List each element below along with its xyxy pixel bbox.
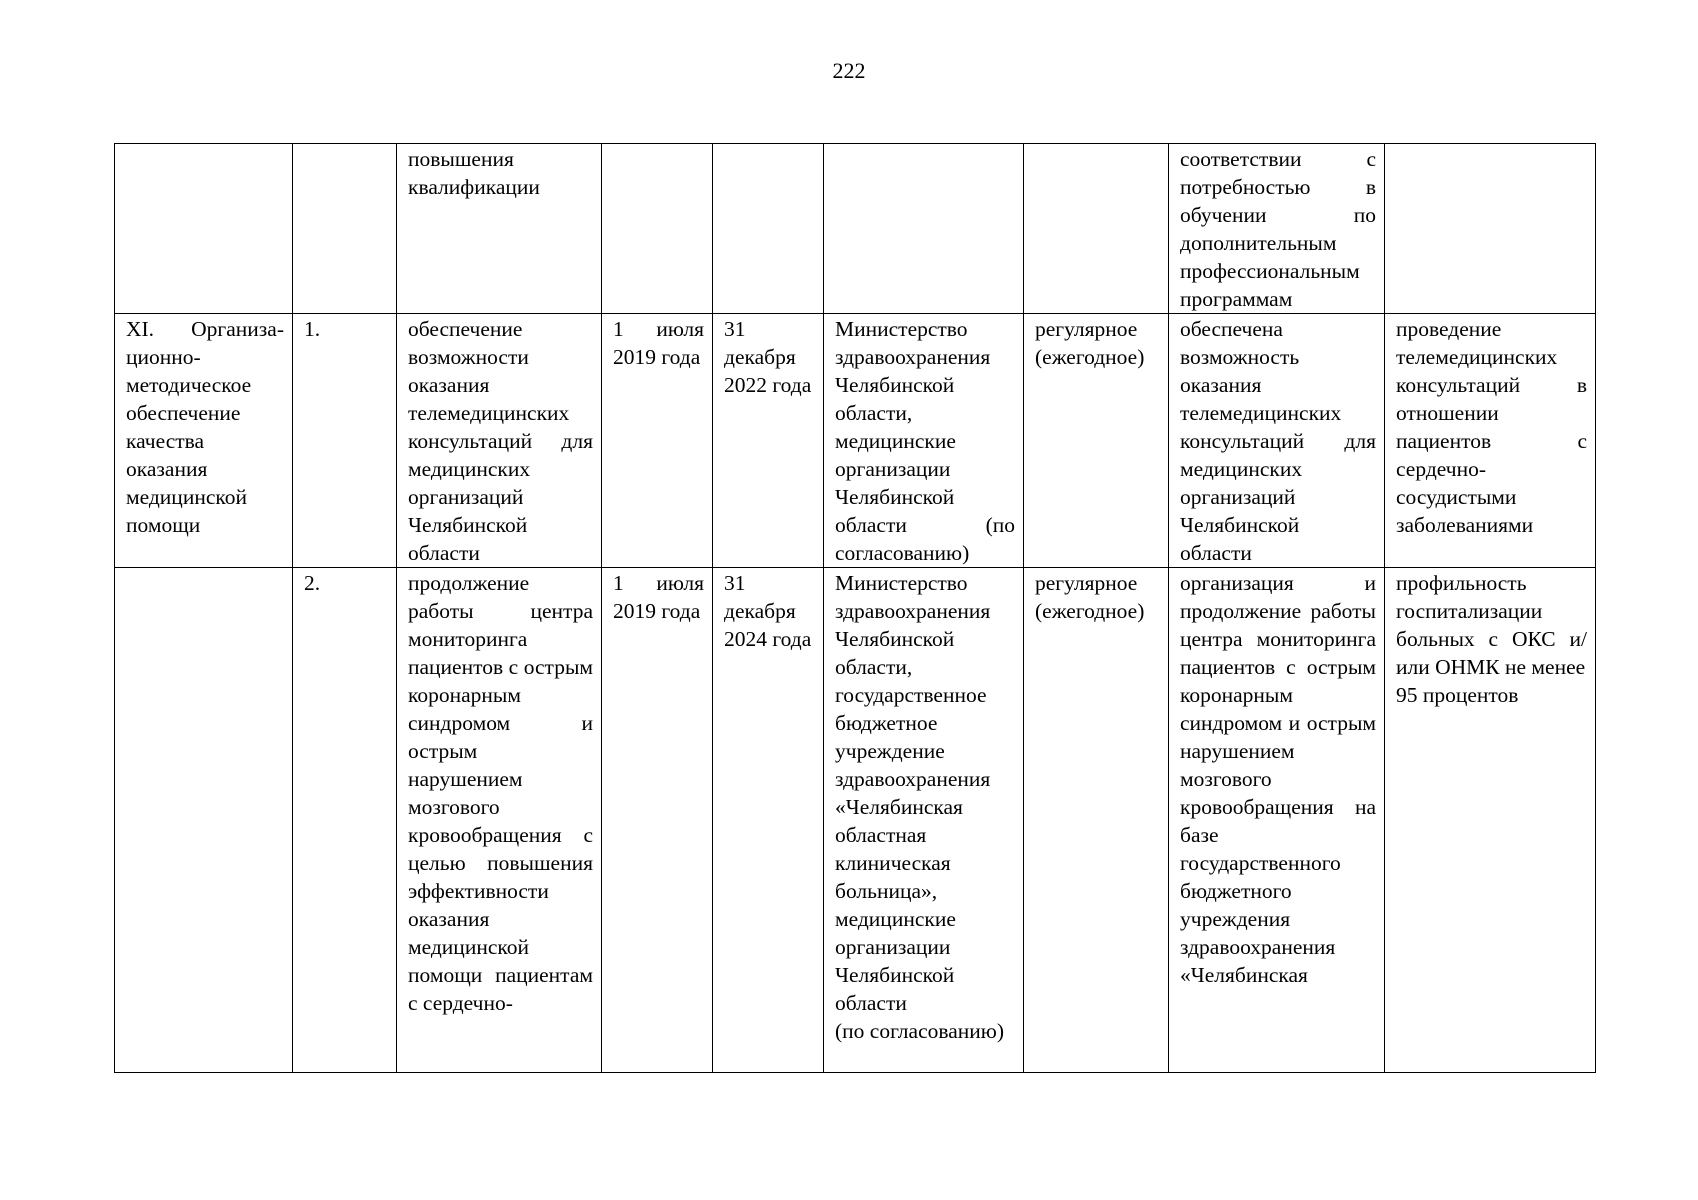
table-cell: профильность госпитализации больных с ОКС и/или ОНМК не менее 95 процентов — [1385, 568, 1596, 1073]
table-cell: Министерство здравоохранения Челябинской области, государственное бюджетное учреждение здравоохранения «Челябинская областная клиническая больница», медицинские организации Челябинской области (по согласованию) — [824, 568, 1024, 1073]
table-cell: регулярное (ежегодное) — [1024, 568, 1169, 1073]
table-cell: продолжение работы центра мониторинга пациентов с острым коронарным синдромом и острым нарушением мозгового кровообращения с целью повышения эффективности оказания медицинской помощи пациентам с сердечно- — [397, 568, 602, 1073]
table-row — [115, 568, 1596, 1073]
table-cell: 31 декабря 2022 года — [713, 314, 824, 568]
table-cell: организация и продолжение работы центра мониторинга пациентов с острым коронарным синдромом и острым нарушением мозгового кровообращения на базе государственного бюджетного учреждения здравоохранения «Челябинская — [1169, 568, 1385, 1073]
table-cell: проведение телемедицинских консультаций в отношении пациентов с сердечно-сосудистыми заболеваниями — [1385, 314, 1596, 568]
table-cell: повышения квалификации — [397, 144, 602, 314]
table-cell — [824, 144, 1024, 314]
table-cell — [602, 144, 713, 314]
table-cell: 1 июля 2019 года — [602, 568, 713, 1073]
table-cell: регулярное (ежегодное) — [1024, 314, 1169, 568]
measures-table — [114, 143, 1596, 1073]
table-cell: 2. — [293, 568, 397, 1073]
table-cell — [1385, 144, 1596, 314]
table-row — [115, 314, 1596, 568]
table-cell: соответствии с потребностью в обучении по дополнительным профессиональным программам — [1169, 144, 1385, 314]
table-cell — [713, 144, 824, 314]
table-cell: 1. — [293, 314, 397, 568]
table-cell: Министерство здравоохранения Челябинской области, медицинские организации Челябинской области (по согласованию) — [824, 314, 1024, 568]
table-cell: XI. Организа-ционно-методическое обеспечение качества оказания медицинской помощи — [115, 314, 293, 568]
table-cell: 31 декабря 2024 года — [713, 568, 824, 1073]
table-cell — [115, 568, 293, 1073]
page-number: 222 — [832, 58, 866, 83]
table-cell: обеспечена возможность оказания телемедицинских консультаций для медицинских организаций Челябинской области — [1169, 314, 1385, 568]
table-cell — [1024, 144, 1169, 314]
table-cell: 1 июля 2019 года — [602, 314, 713, 568]
table-row — [115, 144, 1596, 314]
table-cell — [115, 144, 293, 314]
table-cell: обеспечение возможности оказания телемедицинских консультаций для медицинских организаций Челябинской области — [397, 314, 602, 568]
table-cell — [293, 144, 397, 314]
